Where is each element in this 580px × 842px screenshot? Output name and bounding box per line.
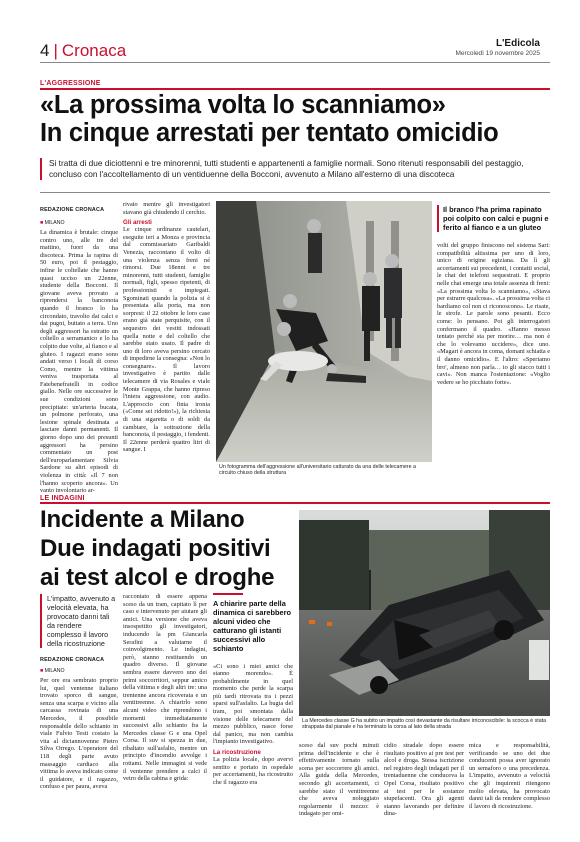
issue-date: Mercoledì 19 novembre 2025 [455, 50, 540, 57]
story2-column-2 [123, 593, 207, 783]
page-number: 4 [40, 41, 50, 60]
story1-title-line1: «La prossima volta lo scanniamo» [40, 91, 446, 119]
story2-body-col4: cidio stradale dopo essere risultato positivo ai pre test per alcol e droga. Stessa iscrizione nel registro degli indagati per il trentaduenne che conduceva la Opel Corsa, risultato positivo ai test per le sostanze stupefacenti. Ora gli agenti stanno lavorando per definire dina- [384, 742, 464, 818]
story2-body-col5: mica e responsabilità, verificando se uno dei due conducenti possa aver ignorato un semaforo o una precedenza. L'impatto, avvenuto a velocità che gli inquirenti ritengono molto elevata, ha provocato danni tali da rendere complesso il lavoro di ricostruzione. [469, 742, 550, 810]
story2-kicker: LE INDAGINI [40, 495, 85, 502]
story2-photo [299, 510, 550, 735]
story2-subhead: La ricostruzione [213, 749, 261, 757]
story1-photo [216, 201, 432, 482]
story1-photo-caption: Un fotogramma dell'aggressione all'universitario catturato da una delle telecamere a circuito chiuso della struttura [219, 464, 416, 477]
story1-byline: REDAZIONE CRONACA [40, 207, 105, 213]
section-name: Cronaca [61, 41, 127, 60]
cctv-frame-image [216, 201, 432, 462]
masthead [455, 38, 540, 57]
story2-title-line3: ai test alcol e droghe [40, 564, 275, 591]
story2-column-3 [213, 593, 293, 786]
story2-column-4 [299, 742, 379, 818]
story2-column-1 [40, 657, 118, 791]
story1-column-1 [40, 207, 118, 495]
story2-lead: L'impatto, avvenuto a velocità elevata, ha provocato danni tali da rendere complesso il lavoro della ricostruzione [40, 594, 118, 648]
story2-body-col3b: La polizia locale, dopo avervi sentito e portato in ospedale per accertamenti, ha ricostruito che il ragazzo era [213, 756, 293, 786]
story1-headline [40, 91, 550, 147]
header-rule [40, 62, 550, 63]
story1-place: ■ MILANO [40, 220, 65, 226]
story2-body-col3: «Ci sono i miei amici che stanno morendo». È probabilmente in quel momento che perde la scarpa più tardi ritrovata tra i pezzi sparsi sull'asfalto. La bugia del tram, poi smontata dalla visione delle telecamere del mezzo pubblico, nasce forse dal panico, ma non cambia l'impianto investigativo. [213, 662, 293, 746]
story1-column-4 [437, 205, 550, 386]
story2-place: ■ MILANO [40, 668, 65, 674]
story1-body-col2: Le cinque ordinanze cautelari, eseguite ieri a Monza e provincia dal commissariato Garibaldi Venezia, raccontano il volto di una violenza senza freni né rimorsi. Due 18enni e tre minorenni, tutti studenti, famiglie normali, figli, spesso ripetenti, di professionisti e impiegati. Sgominati quando la polizia si è presentata alla porta, ma non sorpresi: il 22 ottobre le loro case erano già state perquisite, con il sequestro dei vestiti indossati quella notte e del coltello che sarebbe stato usato. Il padre di uno di loro aveva persino cercato di impedirne la consegna: «Non lo consegnare». Il lavoro investigativo è partito dalle telecamere di via Rosales e viale Monte Grappa, che hanno ripreso l'intera aggressione, con audio. L'approccio con finta ironia («Come sei ridotto!»), la richiesta di una sigaretta o di soldi da cambiare, la sottrazione della banconota, il pestaggio, i fendenti. Il 22enne perderà quattro litri di sangue. I [123, 226, 210, 454]
story2-column-5 [384, 742, 464, 818]
story2-column-6 [469, 742, 550, 810]
story1-body-col1: La dinamica è brutale: cinque contro uno, alle tre del mattino, fuori da una discoteca. Prima la rapina di 50 euro, poi il pestaggio, infine le coltellate che hanno quasi ucciso un 22enne, studente della Bocconi. Il giovane aveva provato a riprendersi la banconota quando il branco lo ha circondato, travolto dai calci e dai pugni, buttato a terra. Uno degli aggressori ha estratto un coltello a serramanico e lo ha colpito due volte, al fianco e al gluteo. I ragazzi erano sono andati verso i locali di corso Como, mentre la vittima veniva trasportata al Fatebenefratelli in codice giallo. Nelle ore successive le sue condizioni sono precipitate: un'arteria bucata, un polmone perforato, una lesione spinale destinata a lasciare danni permanenti. Il giorno dopo uno dei presunti aggressori ha persino commentato un post dell'europarlamentare Silvia Sardone su altri episodi di violenza in città: «Il 7 non l'hanno scoperto ancora». Un vanto involontario ar- [40, 229, 118, 495]
story1-body-col4: volti del gruppo finiscono nel sistema Sari: compatibilità altissima per uno di loro, unico di origine egiziana. Da lì gli accertamenti sui precedenti, i contatti social, le chat dei telefoni sequestrati. E proprio nelle chat emerge una totale assenza di freni: «La prossima volta lo scanniamo», «Stava per estrarre qualcosa». «La prossima volta ci bardiamo col non ci riconoscono». Le risate, le strofe. Le parole sono pesanti. Ecco come: lo pensano. Poi gli interrogatori confermano il quadro. «Hanno messo tentato perché sta per morire… ma non è che lo volevamo uccidere», dice uno. «Magari è ancora in coma, domani schiatta e il danno omicidio». E l'altro: «Speriamo bro', almeno non parla… io gli stacco tutti i cavi». Non manca l'ostentazione: «Voglio vedere se ho picchiato forte». [437, 242, 550, 386]
brand-logo: L'Edicola [495, 38, 540, 49]
story2-body-col2: raccontato di essere appena sceso da un tram, capitato lì per caso e intervenuto per aiutare gli amici. Una versione che aveva insospettito gli investigatori, inducendo la pm Giancarla Serafini a valutarne il coinvolgimento. Le indagini, però, stanno restituendo un quadro diverso. Il giovane sembra essere davvero uno dei primi soccorritori, seppur amico della vittima e degli altri tre: una trentenne ancora ricoverata e un ventitreenne. A chiarirlo sono alcuni video che riprendono i momenti immediatamente successivi allo schianto fra la Mercedes classe G e una Opel Corsa. Il suv si spezza in due, ribaltato sull'asfalto, mentre un principio d'incendio avvolge i rottami. Nelle immagini si vede il ventenne prendere a calci il vetro della cabina e grida: [123, 593, 207, 783]
story2-byline: REDAZIONE CRONACA [40, 657, 105, 663]
story2-headline [40, 505, 300, 592]
crash-scene-image [299, 510, 550, 716]
story2-kicker-rule [40, 502, 550, 504]
place-marker-icon: ■ [40, 220, 44, 226]
story2-title-line2: Due indagati positivi [40, 535, 271, 562]
story1-title-line2: In cinque arrestati per tentato omicidio [40, 119, 499, 147]
story1-body-col2-intro: rivato mentre gli investigatori stavano già chiudendo il cerchio. [123, 201, 210, 216]
story2-callout: A chiarire parte della dinamica ci sarebbero alcuni video che catturano gli istanti successivi allo schianto [213, 598, 292, 653]
story1-deck-rule [40, 192, 550, 193]
story2-title-line1: Incidente a Milano [40, 506, 245, 533]
story1-blurb: Il branco l'ha prima rapinato poi colpito con calci e pugni e ferito al fianco e a un gluteo [443, 205, 549, 232]
story2-body-col3c: sceso dal suv pochi minuti prima dell'incidente e che è effettivamente tornato sulla scena per soccorrere gli amici. Alla guida della Mercedes, secondo gli accertamenti, ci sarebbe stato il ventitreenne che aveva noleggiato regolarmente il mezzo: è indagato per omi- [299, 742, 379, 818]
story1-deck: Si tratta di due diciottenni e tre minorenni, tutti studenti e appartenenti a famiglie normali. Sono ritenuti responsabili del pestaggio, concluso con l'accoltellamento di un ventiduenne della Bocconi, avvenuto a Milano all'esterno di una discoteca [40, 158, 535, 180]
story1-column-2 [123, 201, 210, 454]
story2-body-col1: Per ore era sembrato proprio lui, quel ventenne italiano trovato sporco di sangue, senza una scarpa e vicino alla carcassa rovinata di una Mercedes, il possibile responsabile dello schianto in viale Fulvio Testi costato la vita al diciannovenne Pietro Silva Orrego. L'operatore del 118 degli parte avuto massaggio cardiaco alla vittima lo aveva indicato come il guidatore, e il ragazzo, confuso e per paura, aveva [40, 677, 118, 791]
story1-subhead: Gli arresti [123, 219, 152, 227]
page-header: 4 | Cronaca [40, 41, 127, 60]
story1-kicker-rule [40, 88, 550, 90]
story1-kicker: L'AGGRESSIONE [40, 80, 101, 87]
story2-photo-caption: La Mercedes classe G ha subito un impatto così devastante da risultare irriconoscibile: la scocca è stata strappata dal pianale e ha terminato la corsa al lato della strada [302, 718, 547, 731]
place-marker-icon: ■ [40, 668, 44, 674]
